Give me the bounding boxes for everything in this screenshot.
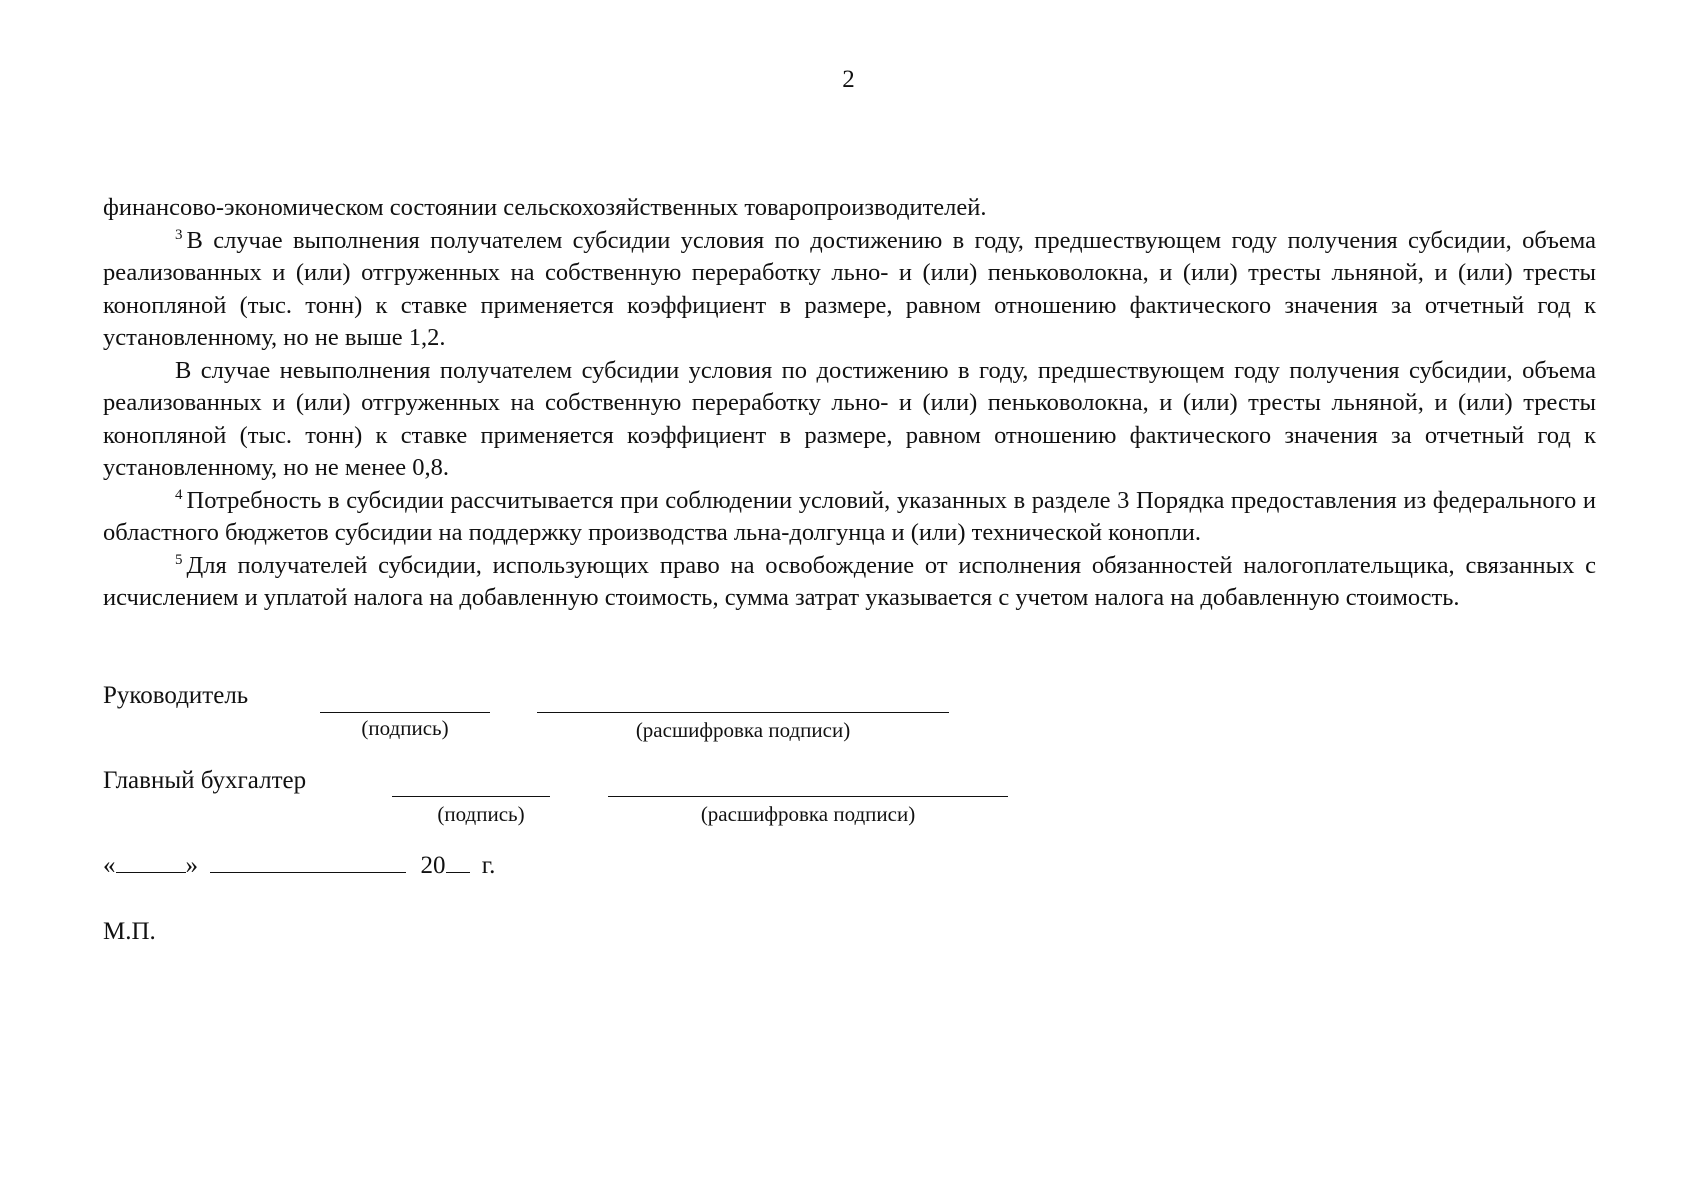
footnote-4-paragraph [103,485,1596,550]
stamp-place-label: М.П. [103,918,156,945]
paragraph-text: Для получателей субсидии, использующих право на освобождение от исполнения обязанностей налогоплательщика, связанных с исчислением и уплатой налога на добавленную стоимость, сумма затрат указывается с учетом налога на добавленную стоимость. [103,551,1596,611]
date-close-quote: » [185,852,198,879]
paragraph-text: В случае выполнения получателем субсидии условия по достижению в году, предшествующем году получения субсидии, объема реализованных и (или) отгруженных на собственную переработку льно- и (или) пеньковолокна, и (или) тресты льняной, и (или) тресты конопляной (тыс. тонн) к ставке применяется коэффициент в размере, равном отношению фактического значения за отчетный год к установленному, но не выше 1,2. [103,226,1596,351]
footnote-marker: 4 [175,486,183,503]
footnote-marker: 5 [175,551,183,568]
head-decoding-line[interactable] [537,712,949,713]
page-number: 2 [842,66,855,93]
head-decoding-caption: (расшифровка подписи) [635,718,851,742]
accountant-label: Главный бухгалтер [103,767,307,794]
year-prefix: 20 [420,852,446,879]
head-signature-line[interactable] [320,712,490,713]
footnote-3-paragraph [103,225,1596,355]
paragraph-continuation [103,192,1596,225]
year-blank[interactable] [446,850,470,873]
day-blank[interactable] [116,850,186,873]
footnote-3-continuation-paragraph [103,355,1596,485]
year-suffix: г. [481,852,496,879]
date-open-quote: « [103,852,116,879]
paragraph-text: Потребность в субсидии рассчитывается при соблюдении условий, указанных в разделе 3 Порядка предоставления из федерального и областного бюджетов субсидии на поддержку производства льна-долгунца и (или) технической конопли. [103,486,1596,546]
footnote-marker: 3 [175,226,183,243]
paragraph-text: финансово-экономическом состоянии сельскохозяйственных товаропроизводителей. [103,194,987,221]
footnote-5-paragraph [103,550,1596,615]
head-signature-caption: (подпись) [361,716,449,740]
head-label: Руководитель [103,682,249,709]
document-body [103,192,1596,615]
accountant-decoding-line[interactable] [608,796,1008,797]
accountant-signature-caption: (подпись) [437,802,525,826]
paragraph-text: В случае невыполнения получателем субсидии условия по достижению в году, предшествующем году получения субсидии, объема реализованных и (или) отгруженных на собственную переработку льно- и (или) пеньковолокна, и (или) тресты льняной, и (или) тресты конопляной (тыс. тонн) к ставке применяется коэффициент в размере, равном отношению фактического значения за отчетный год к установленному, но не менее 0,8. [103,356,1596,481]
date-row [103,850,495,880]
month-blank[interactable] [210,850,406,873]
accountant-decoding-caption: (расшифровка подписи) [700,802,916,826]
accountant-signature-line[interactable] [392,796,550,797]
